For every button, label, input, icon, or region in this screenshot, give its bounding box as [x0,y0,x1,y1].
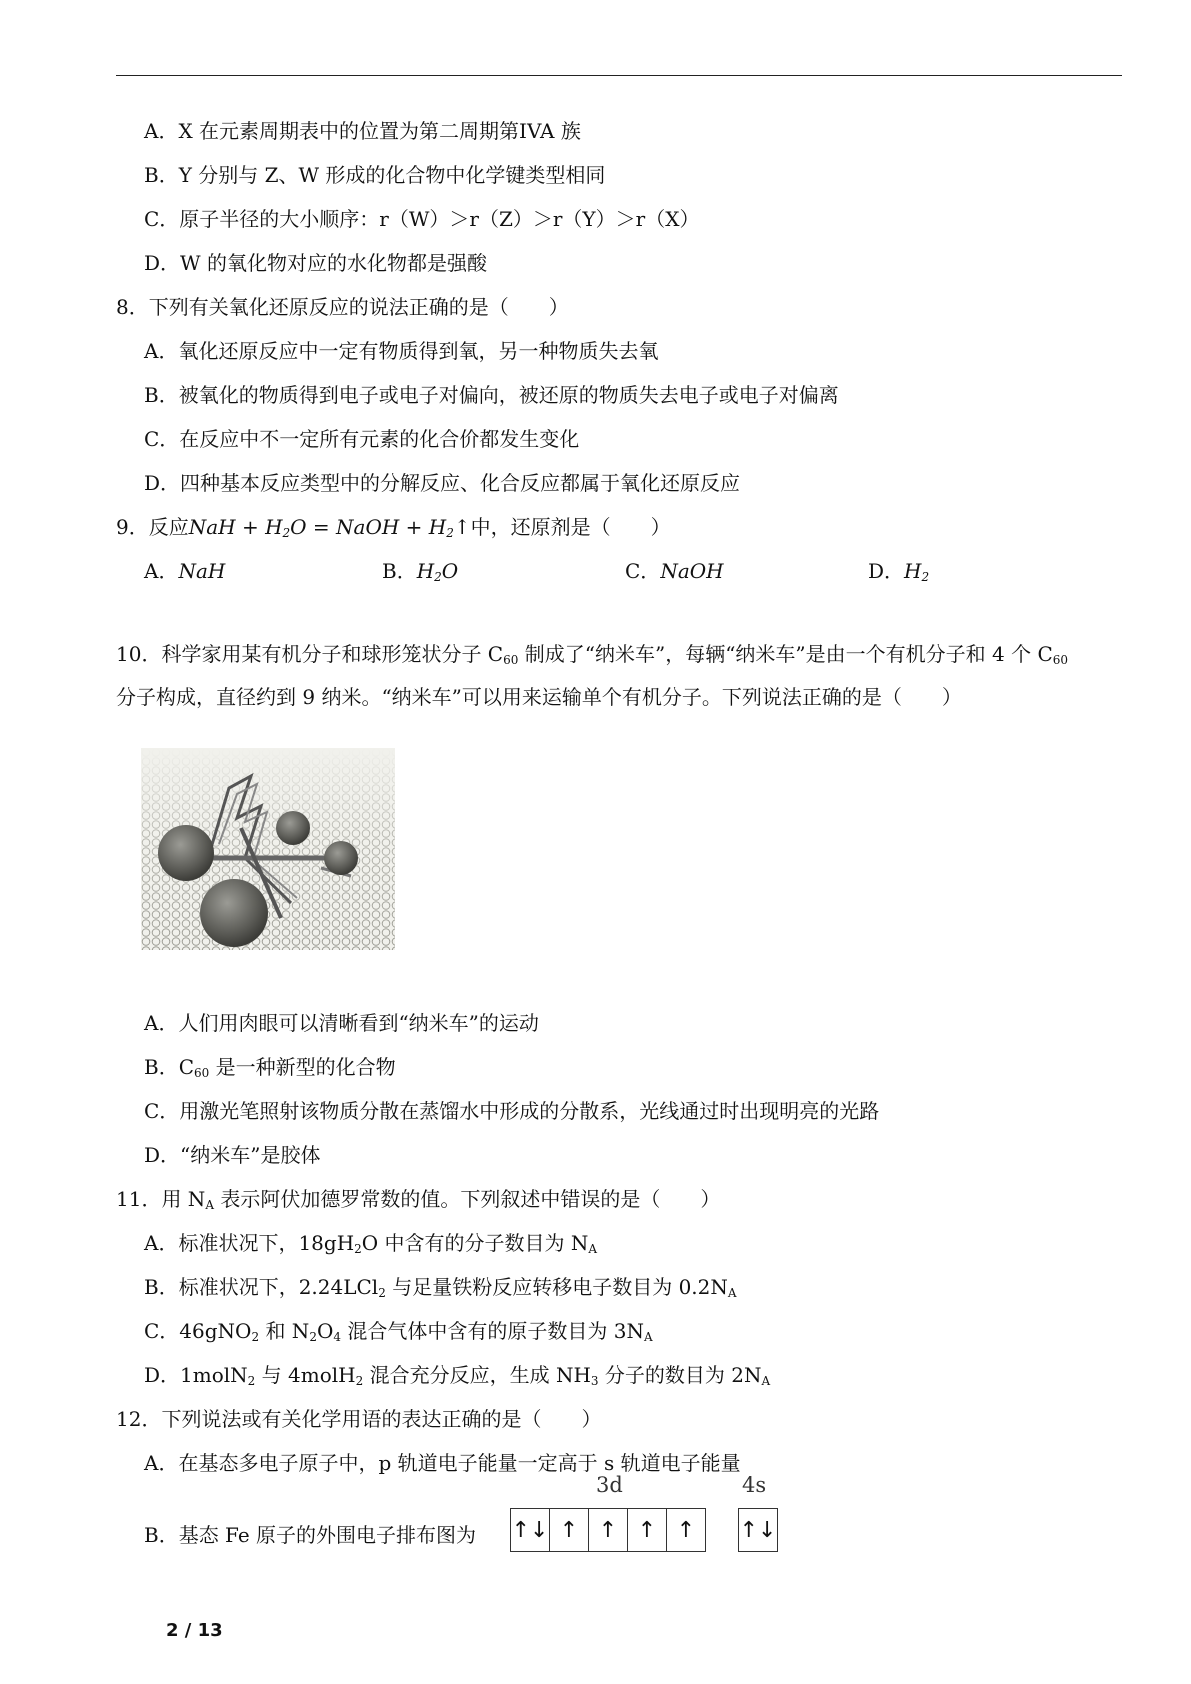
q9-option-d [868,558,929,584]
q10-option-d: D．“纳米车”是胶体 [144,1143,321,1167]
q8-option-a: A．氧化还原反应中一定有物质得到氧，另一种物质失去氧 [144,339,659,363]
q11-c-sub4: A [643,1330,653,1344]
q11-option-c [144,1318,653,1344]
q10-option-b [144,1054,396,1080]
q9-sub-a: 2 [282,526,291,540]
q9-option-b-label: B． [382,559,417,583]
q9-option-a-value: NaH [178,559,226,583]
q10-option-b-part1: B．C [144,1055,194,1079]
q11-option-d [144,1362,770,1388]
orbital-box-3d-1: ↑↓ [511,1509,550,1551]
orbital-box-3d-3: ↑ [589,1509,628,1551]
q11-a-sub2: A [588,1242,598,1256]
q10-stem-sub1: 60 [503,653,519,667]
q9-equation-a: NaH + H [188,515,283,539]
header-rule [116,75,1122,76]
orbital-box-3d-2: ↑ [550,1509,589,1551]
q9-option-b-tail: O [441,559,459,583]
q10-stem-line2: 分子构成，直径约到 9 纳米。“纳米车”可以用来运输单个有机分子。下列说法正确的是（ ） [116,685,962,709]
q9-option-d-label: D． [868,559,905,583]
q10-option-b-sub: 60 [194,1066,210,1080]
q9-option-c-label: C． [625,559,661,583]
page-number: 2 / 13 [166,1620,223,1641]
q11-d-sub1: 2 [247,1374,256,1388]
q9-option-d-sub: 2 [921,570,930,584]
orbital-box-4s-1: ↑↓ [739,1517,777,1543]
q11-stem-part1: 11．用 N [116,1187,206,1211]
orbital-box-3d-4: ↑ [628,1509,667,1551]
q11-c-part3: O [316,1319,334,1343]
q7-option-b: B．Y 分别与 Z、W 形成的化合物中化学键类型相同 [144,163,606,187]
q9-option-a [144,558,225,584]
q11-stem [116,1186,720,1212]
q9-option-b [382,558,458,584]
q11-d-part3: 混合充分反应，生成 NH [363,1363,591,1387]
orbital-label-4s: 4s [742,1473,767,1497]
orbital-diagram-3d [510,1508,706,1552]
q9-stem-prefix: 9．反应 [116,515,189,539]
q9-arrow: ↑ [453,515,471,539]
q11-a-part1: A．标准状况下，18gH [144,1231,355,1255]
q8-option-b: B．被氧化的物质得到电子或电子对偏向，被还原的物质失去电子或电子对偏离 [144,383,839,407]
q11-d-part4: 分子的数目为 2N [598,1363,762,1387]
q9-option-a-label: A． [144,559,179,583]
q9-option-b-value: H [416,559,435,583]
orbital-diagram-4s [738,1508,778,1552]
q9-stem-suffix: 中，还原剂是（ ） [470,515,671,539]
q9-stem [116,514,671,540]
q10-option-c: C．用激光笔照射该物质分散在蒸馏水中形成的分散系，光线通过时出现明亮的光路 [144,1099,880,1123]
q11-a-part2: O 中含有的分子数目为 N [361,1231,589,1255]
nanocar-illustration [141,748,395,950]
q11-b-part2: 与足量铁粉反应转移电子数目为 0.2N [385,1275,728,1299]
q8-option-d: D．四种基本反应类型中的分解反应、化合反应都属于氧化还原反应 [144,471,741,495]
q11-c-part2: 和 N [259,1319,310,1343]
orbital-box-3d-5: ↑ [676,1517,696,1543]
q9-option-b-sub: 2 [434,570,442,584]
q11-stem-sub: A [205,1198,214,1212]
q10-stem-line1 [116,641,1068,667]
q8-stem: 8．下列有关氧化还原反应的说法正确的是（ ） [116,295,569,319]
q9-option-d-value: H [904,559,922,583]
q11-d-sub4: A [761,1374,771,1388]
q11-stem-part2: 表示阿伏加德罗常数的值。下列叙述中错误的是（ ） [213,1187,721,1211]
q11-option-b [144,1274,737,1300]
q11-c-sub1: 2 [251,1330,260,1344]
q9-option-c-value: NaOH [660,559,724,583]
q11-option-a [144,1230,597,1256]
q11-d-sub3: 3 [590,1374,599,1388]
nanocar-image [141,748,395,950]
q11-c-sub2: 2 [309,1330,317,1344]
q10-option-a: A．人们用肉眼可以清晰看到“纳米车”的运动 [144,1011,539,1035]
q12-option-a: A．在基态多电子原子中，p 轨道电子能量一定高于 s 轨道电子能量 [144,1451,741,1475]
q11-d-sub2: 2 [355,1374,364,1388]
q11-c-part4: 混合气体中含有的原子数目为 3N [341,1319,644,1343]
q10-option-b-part2: 是一种新型的化合物 [209,1055,396,1079]
q8-option-c: C．在反应中不一定所有元素的化合价都发生变化 [144,427,580,451]
q11-b-sub2: A [727,1286,737,1300]
q11-b-part1: B．标准状况下，2.24LCl [144,1275,379,1299]
q11-a-sub1: 2 [354,1242,362,1256]
q12-stem: 12．下列说法或有关化学用语的表达正确的是（ ） [116,1407,602,1431]
q7-option-c: C．原子半径的大小顺序：r（W）＞r（Z）＞r（Y）＞r（X） [144,207,700,231]
q10-stem-sub2: 60 [1052,653,1069,667]
q11-c-part1: C．46gNO [144,1319,252,1343]
q9-option-c [625,558,724,584]
q11-c-sub3: 4 [333,1330,341,1344]
q11-b-sub1: 2 [378,1286,386,1300]
orbital-label-3d: 3d [596,1473,623,1497]
q12-option-b: B．基态 Fe 原子的外围电子排布图为 [144,1523,477,1547]
q11-d-part1: D．1molN [144,1363,248,1387]
q9-equation-b: O = NaOH + H [290,515,447,539]
q7-option-a: A．X 在元素周期表中的位置为第二周期第IVA 族 [144,119,581,143]
q10-stem-part2: 制成了“纳米车”，每辆“纳米车”是由一个有机分子和 4 个 C [518,642,1053,666]
q7-option-d: D．W 的氧化物对应的水化物都是强酸 [144,251,487,275]
q10-stem-part1: 10．科学家用某有机分子和球形笼状分子 C [116,642,504,666]
q9-sub-b: 2 [446,526,454,540]
q11-d-part2: 与 4molH [255,1363,356,1387]
